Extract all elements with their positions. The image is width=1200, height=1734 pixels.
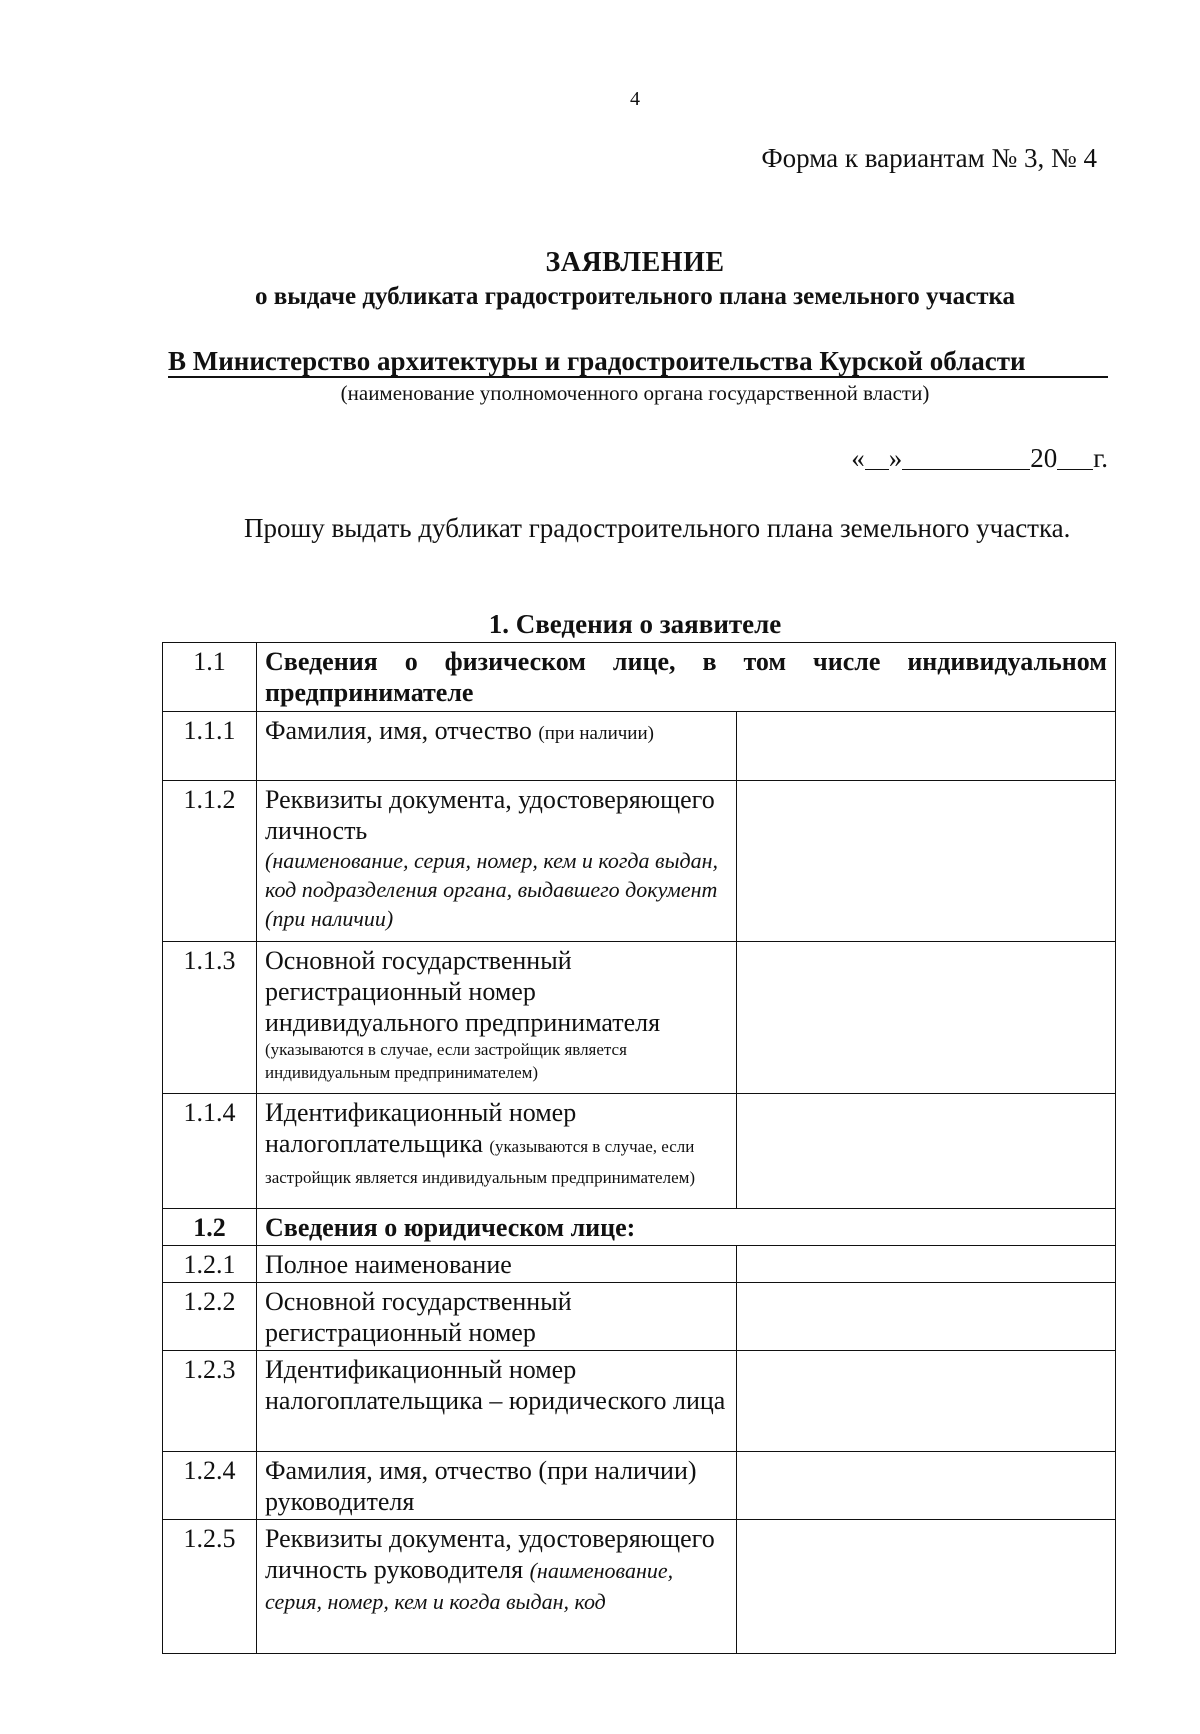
row-value-cell[interactable] [737, 1283, 1116, 1351]
row-note: (при наличии) [538, 723, 654, 744]
row-note: (наименование, серия, номер, кем и когда выдан, код подразделения органа, выдавшего документ (при наличии) [265, 848, 719, 931]
table-row [163, 1209, 1116, 1246]
table-row [163, 942, 1116, 1094]
applicant-info-table [162, 642, 1116, 1654]
table-row [163, 1520, 1116, 1654]
table-row [163, 1452, 1116, 1520]
row-number: 1.2.2 [163, 1283, 257, 1351]
row-number: 1.1.1 [163, 712, 257, 781]
row-number: 1.2 [163, 1209, 257, 1246]
row-value-cell[interactable] [737, 942, 1116, 1094]
document-subtitle: о выдаче дубликата градостроительного плана земельного участка [254, 283, 1016, 310]
document-title: ЗАЯВЛЕНИЕ [545, 247, 725, 278]
row-label [257, 942, 737, 1094]
row-value-cell[interactable] [737, 1452, 1116, 1520]
row-number: 1.1.3 [163, 942, 257, 1094]
row-number: 1.2.5 [163, 1520, 257, 1654]
page-number: 4 [630, 88, 640, 110]
date-month-blank[interactable] [902, 445, 1030, 470]
row-label-text: Фамилия, имя, отчество (при наличии) руководителя [257, 1452, 737, 1520]
row-label [257, 1520, 737, 1654]
row-value-cell[interactable] [737, 781, 1116, 942]
row-value-cell[interactable] [737, 1520, 1116, 1654]
row-number: 1.2.4 [163, 1452, 257, 1520]
row-label-text: Реквизиты документа, удостоверяющего личность руководителя [265, 1524, 715, 1584]
date-year-prefix: 20 [1030, 443, 1058, 473]
row-label-text: Сведения о физическом лице, в том числе индивидуальном предпринимателе [265, 647, 1108, 707]
table-row [163, 712, 1116, 781]
row-label [257, 1094, 737, 1209]
row-number: 1.1.4 [163, 1094, 257, 1209]
date-open-quote: « [851, 443, 865, 473]
row-label-text: Основной государственный регистрационный номер [257, 1283, 737, 1351]
authority-hint: (наименование уполномоченного органа государственной власти) [340, 381, 930, 405]
row-label [257, 712, 737, 781]
row-label [257, 781, 737, 942]
table-row [163, 1283, 1116, 1351]
row-number: 1.2.1 [163, 1246, 257, 1283]
row-note: (указываются в случае, если застройщик является индивидуальным предпринимателем) [265, 1137, 696, 1187]
date-day-blank[interactable] [865, 445, 889, 470]
request-text: Прошу выдать дубликат градостроительного плана земельного участка. [244, 513, 1071, 543]
row-label-text: Полное наименование [257, 1246, 737, 1283]
row-label [257, 643, 1116, 712]
row-label-text: Сведения о юридическом лице: [257, 1209, 1116, 1246]
row-label-text: Реквизиты документа, удостоверяющего личность [265, 785, 715, 845]
row-note: (наименование, серия, номер, кем и когда выдан, код [265, 1558, 674, 1614]
row-value-cell[interactable] [737, 712, 1116, 781]
date-field[interactable] [851, 443, 1108, 474]
table-row [163, 1351, 1116, 1452]
row-number: 1.1 [163, 643, 257, 712]
section-title: 1. Сведения о заявителе [488, 609, 782, 639]
row-label-text: Основной государственный регистрационный номер индивидуального предпринимателя [265, 946, 661, 1037]
row-value-cell[interactable] [737, 1351, 1116, 1452]
table-row [163, 643, 1116, 712]
row-value-cell[interactable] [737, 1246, 1116, 1283]
table-row [163, 781, 1116, 942]
date-year-blank[interactable] [1057, 445, 1093, 470]
authority-name: В Министерство архитектуры и градостроительства Курской области [168, 346, 1108, 378]
date-year-suffix: г. [1093, 443, 1108, 473]
row-note: (указываются в случае, если застройщик является индивидуальным предпринимателем) [265, 1040, 627, 1082]
row-number: 1.2.3 [163, 1351, 257, 1452]
row-label-text: Идентификационный номер налогоплательщика – юридического лица [257, 1351, 737, 1452]
row-label-text: Идентификационный номер налогоплательщика [265, 1098, 577, 1158]
row-value-cell[interactable] [737, 1094, 1116, 1209]
table-row [163, 1094, 1116, 1209]
form-variant-label: Форма к вариантам № 3, № 4 [761, 143, 1097, 173]
table-row [163, 1246, 1116, 1283]
date-close-quote: » [888, 443, 903, 473]
row-label-text: Фамилия, имя, отчество [265, 716, 532, 745]
row-number: 1.1.2 [163, 781, 257, 942]
